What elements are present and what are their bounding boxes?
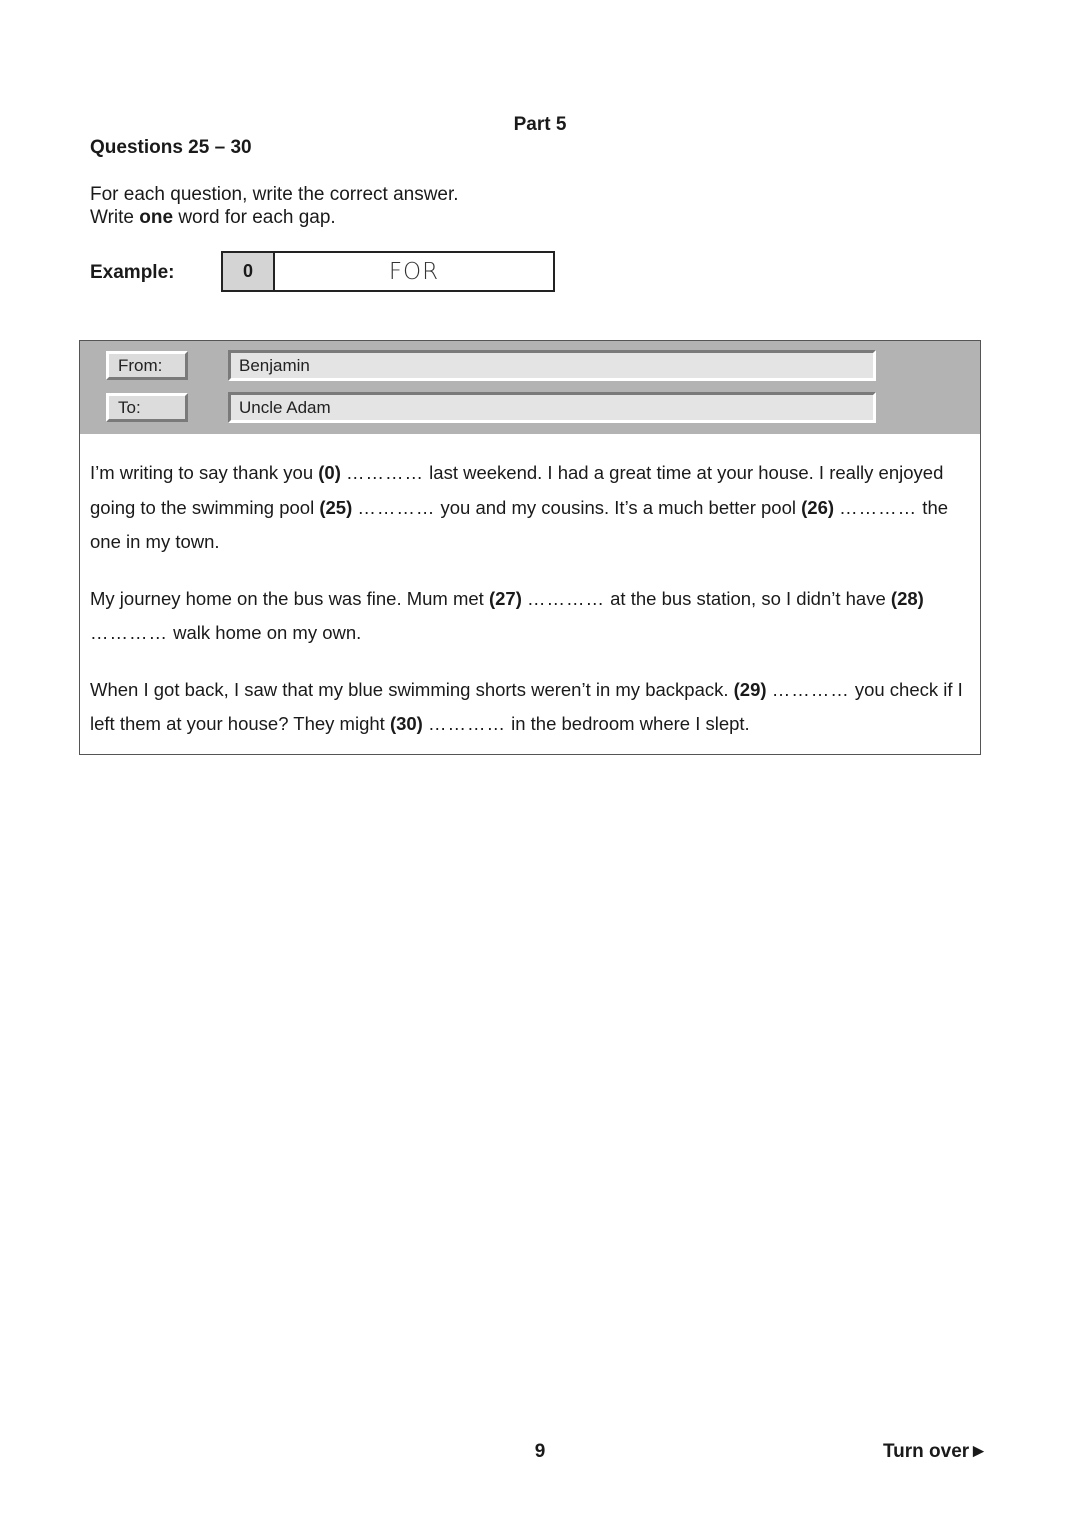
question-number: (26) [801,496,835,518]
email-body [90,456,970,764]
body-text: in the bedroom where I slept. [505,713,750,734]
questions-heading: Questions 25 – 30 [90,137,252,158]
example-answer: FOR [388,258,440,285]
question-number: (27) [488,587,522,609]
instruction-text: Write [90,207,140,228]
question-number: (28) [890,587,924,609]
answer-gap: ………… [346,462,425,483]
body-text: you and my cousins. It’s a much better pool [435,496,802,518]
to-label: To: [106,393,188,422]
body-text: My journey home on the bus was fine. Mum met [90,587,489,609]
email-header [80,341,980,434]
body-text: I’m writing to say thank you [90,462,319,483]
from-label: From: [106,351,188,380]
body-text: walk home on my own. [168,622,362,643]
email-window [79,340,981,755]
question-number: (25) [319,496,353,518]
turn-over-label: Turn over► [882,1441,988,1462]
instruction-line-2 [90,206,459,229]
instruction-line-1: For each question, write the correct answer. [90,184,459,205]
body-text: last weekend. I had a great time at your house. I really enjoyed going to the swimming pool [90,462,944,518]
page-number: 9 [534,1441,546,1462]
question-number: (29) [733,678,767,700]
email-paragraph-2 [90,582,970,651]
question-number: (30) [389,713,423,734]
answer-gap: ………… [427,713,506,734]
body-text: the one in my town. [90,496,949,552]
answer-gap: ………… [90,622,168,643]
answer-gap: ………… [357,496,436,518]
instructions [90,183,459,229]
part-title: Part 5 [513,114,567,135]
question-number: (0) [318,462,341,483]
body-text: at the bus station, so I didn’t have [605,587,891,609]
answer-gap: ………… [771,678,850,700]
example-number: 0 [223,253,275,290]
body-text: When I got back, I saw that my blue swimming shorts weren’t in my backpack. [90,678,734,700]
email-paragraph-1 [90,456,970,560]
instruction-emphasis: one [139,207,174,228]
to-field: Uncle Adam [228,392,876,423]
example-answer-box [221,251,555,292]
answer-gap: ………… [527,587,605,609]
email-paragraph-3 [90,673,970,742]
answer-gap: ………… [839,496,918,518]
instruction-text: word for each gap. [173,207,336,228]
example-label: Example: [90,262,175,283]
body-text: you check if I left them at your house? They might [90,678,963,734]
from-field: Benjamin [228,350,876,381]
